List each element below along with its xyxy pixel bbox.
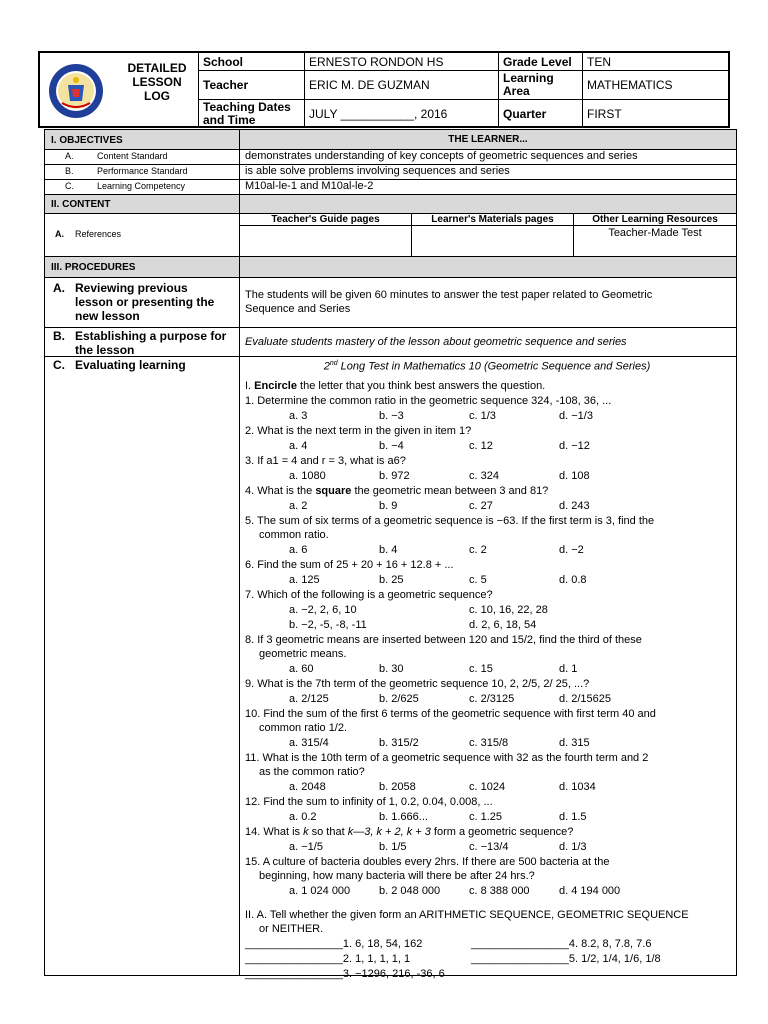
objective-label: Learning Competency [97,181,186,191]
teacher-value: ERIC M. DE GUZMAN [304,71,498,99]
question: 1. Determine the common ratio in the geometric sequence 324, -108, 36, ... [245,395,612,407]
q-bold: square [315,485,352,497]
divider [239,278,240,327]
question: 10. Find the sum of the first 6 terms of the geometric sequence with first term 40 and [245,708,656,720]
q-text: form a geometric sequence? [430,826,574,838]
question-cont: geometric means. [259,648,347,660]
label-line: Establishing a purpose for [75,329,227,343]
title-text: 2 [323,360,330,373]
option: d. 1.5 [559,811,587,823]
procedure-row-a [45,278,736,328]
part-two-instruction: II. A. Tell whether the given form an ARITHMETIC SEQUENCE, GEOMETRIC SEQUENCE [245,909,689,921]
objective-row-b [45,165,736,180]
school-label: School [198,53,304,70]
option: b. 9 [379,500,398,512]
ref-letter: A. [55,229,64,239]
objective-row-a [45,150,736,165]
sequence-item: ________________3. −1296, 216, -36, 6 [245,968,445,980]
option: a. 1080 [289,470,326,482]
divider [239,357,240,976]
test-title [239,360,735,373]
question: 12. Find the sum to infinity of 1, 0.2, 0.04, 0.008, ... [245,796,493,808]
grade-value: TEN [582,53,730,70]
option: d. 1034 [559,781,596,793]
option: c. 1.25 [469,811,503,823]
option: c. 8 388 000 [469,885,530,897]
question: 7. Which of the following is a geometric sequence? [245,589,493,601]
divider [239,165,240,179]
option: b. −3 [379,410,404,422]
question: 15. A culture of bacteria doubles every 2hrs. If there are 500 bacteria at the [245,856,610,868]
title-line: LESSON [132,75,182,89]
q-text: the geometric mean between 3 and 81? [351,485,549,497]
header-box [38,51,730,128]
option: c. 315/8 [469,737,509,749]
option: c. 10, 16, 22, 28 [469,604,548,616]
sequence-item: ________________5. 1/2, 1/4, 1/6, 1/8 [471,953,661,965]
option: d. 243 [559,500,590,512]
option: b. −2, -5, -8, -11 [289,619,367,631]
dates-label: Teaching Dates and Time [198,100,304,128]
objective-letter: A. [65,151,74,161]
title-sup: nd [329,360,338,367]
procedures-heading: III. PROCEDURES [51,262,136,273]
references-row [45,214,736,257]
label-line: the lesson [75,343,135,357]
option: b. 2 048 000 [379,885,441,897]
option: d. 0.8 [559,574,587,586]
quarter-value: FIRST [582,100,730,128]
option: d. 1/3 [559,841,587,853]
option: d. −1/3 [559,410,593,422]
learning-area-label: Learning Area [498,71,582,99]
divider [239,195,240,213]
procedure-letter: B. [53,329,65,343]
objective-value: is able solve problems involving sequences and series [245,165,510,177]
question: 9. What is the 7th term of the geometric sequence 10, 2, 2/5, 2/ 25, ...? [245,678,590,690]
objective-letter: B. [65,166,74,176]
quarter-label: Quarter [498,100,582,128]
option: c. 2/3125 [469,693,515,705]
procedures-header-row [45,257,736,278]
option: c. 12 [469,440,493,452]
option: d. −12 [559,440,590,452]
title-line: LOG [144,89,170,103]
option: c. 15 [469,663,493,675]
question: 3. If a1 = 4 and r = 3, what is a6? [245,455,406,467]
option: b. 1.666... [379,811,428,823]
objective-label: Content Standard [97,151,168,161]
option: d. 4 194 000 [559,885,621,897]
dates-value: JULY ___________, 2016 [304,100,498,128]
option: b. −4 [379,440,404,452]
option: a. 4 [289,440,308,452]
sequence-item: ________________4. 8.2, 8, 7.8, 7.6 [471,938,652,950]
title-line: DETAILED [127,61,187,75]
q-text: so that [308,826,348,838]
option: a. 6 [289,544,308,556]
objective-row-c [45,180,736,195]
lm-column-header: Learner's Materials pages [431,214,554,225]
sequence-item: ________________1. 6, 18, 54, 162 [245,938,423,950]
objectives-header-row [45,130,736,150]
option: c. −13/4 [469,841,509,853]
procedure-label [75,281,214,323]
procedure-text: Evaluate students mastery of the lesson about geometric sequence and series [245,336,627,348]
option: c. 1/3 [469,410,496,422]
divider [239,150,240,164]
school-value: ERNESTO RONDON HS [304,53,498,70]
ref-label: References [75,229,122,239]
option: a. 3 [289,410,308,422]
objective-label: Performance Standard [97,166,188,176]
option: a. −2, 2, 6, 10 [289,604,357,616]
option: a. 0.2 [289,811,317,823]
objective-value: M10al-le-1 and M10al-le-2 [245,180,374,192]
option: c. 2 [469,544,487,556]
question: 5. The sum of six terms of a geometric sequence is −63. If the first term is 3, find the [245,515,655,527]
question-cont: as the common ratio? [259,766,365,778]
teacher-label: Teacher [198,71,304,99]
log-title [116,61,198,103]
label-line: lesson or presenting the [75,295,215,309]
option: a. 125 [289,574,320,586]
question: 8. If 3 geometric means are inserted between 120 and 15/2, find the third of these [245,634,642,646]
option: a. 60 [289,663,314,675]
sequence-item: ________________2. 1, 1, 1, 1, 1 [245,953,411,965]
q-ital: k—3, k + 2, k + 3 [347,826,431,838]
question: 2. What is the next term in the given in item 1? [245,425,472,437]
procedure-text: The students will be given 60 minutes to answer the test paper related to Geometric [245,289,653,301]
option: d. 108 [559,470,590,482]
procedure-label [75,329,226,357]
option: a. 2048 [289,781,326,793]
option: c. 27 [469,500,493,512]
option: b. 315/2 [379,737,419,749]
option: b. 2/625 [379,693,419,705]
instr-text: I. [245,380,255,392]
option: d. 315 [559,737,590,749]
question [245,485,548,497]
tg-column-header: Teacher's Guide pages [271,214,380,225]
label-line: Reviewing previous [75,281,188,295]
grade-label: Grade Level [498,53,582,70]
option: c. 5 [469,574,487,586]
divider [239,180,240,194]
option: b. 1/5 [379,841,407,853]
divider [239,328,240,356]
procedure-letter: A. [53,281,65,295]
option: c. 1024 [469,781,506,793]
option: a. 2 [289,500,308,512]
option: d. 2, 6, 18, 54 [469,619,537,631]
option: a. 2/125 [289,693,329,705]
procedure-label: Evaluating learning [75,358,186,372]
part-two-instruction-cont: or NEITHER. [259,923,324,935]
divider [239,257,240,277]
other-resources-value: Teacher-Made Test [608,227,702,239]
option: a. −1/5 [289,841,323,853]
content-header-row [45,195,736,214]
question [245,826,573,838]
q-text: 14. What is [245,826,304,838]
option: b. 30 [379,663,404,675]
procedure-row-b [45,328,736,357]
question-cont: common ratio. [259,529,329,541]
objective-value: demonstrates understanding of key concepts of geometric sequences and series [245,150,638,162]
objectives-heading: I. OBJECTIVES [51,134,123,146]
q-ital: k [303,826,309,838]
option: d. −2 [559,544,584,556]
content-heading: II. CONTENT [51,199,111,210]
instr-text: the letter that you think best answers the question. [296,380,546,392]
option: d. 2/15625 [559,693,611,705]
option: c. 324 [469,470,499,482]
deped-seal-icon [48,63,104,119]
question: 6. Find the sum of 25 + 20 + 16 + 12.8 + ... [245,559,454,571]
option: d. 1 [559,663,578,675]
q-text: 4. What is the [245,485,316,497]
procedure-text: Sequence and Series [245,303,351,315]
procedure-letter: C. [53,358,65,372]
option: b. 4 [379,544,398,556]
question: 11. What is the 10th term of a geometric sequence with 32 as the fourth term and 2 [245,752,649,764]
option: b. 25 [379,574,404,586]
objective-letter: C. [65,181,74,191]
test-instruction [245,380,545,392]
other-resources-header: Other Learning Resources [592,214,718,225]
learner-heading: THE LEARNER... [448,134,528,145]
option: b. 972 [379,470,410,482]
lesson-table [44,129,737,980]
label-line: new lesson [75,309,140,323]
question-cont: common ratio 1/2. [259,722,348,734]
option: a. 315/4 [289,737,329,749]
learning-area-value: MATHEMATICS [582,71,730,99]
header-grid [198,53,730,126]
option: b. 2058 [379,781,416,793]
option: a. 1 024 000 [289,885,351,897]
title-text: Long Test in Mathematics 10 (Geometric Sequence and Series) [337,360,651,373]
instr-bold: Encircle [254,380,297,392]
question-cont: beginning, how many bacteria will there be after 24 hrs.? [259,870,535,882]
